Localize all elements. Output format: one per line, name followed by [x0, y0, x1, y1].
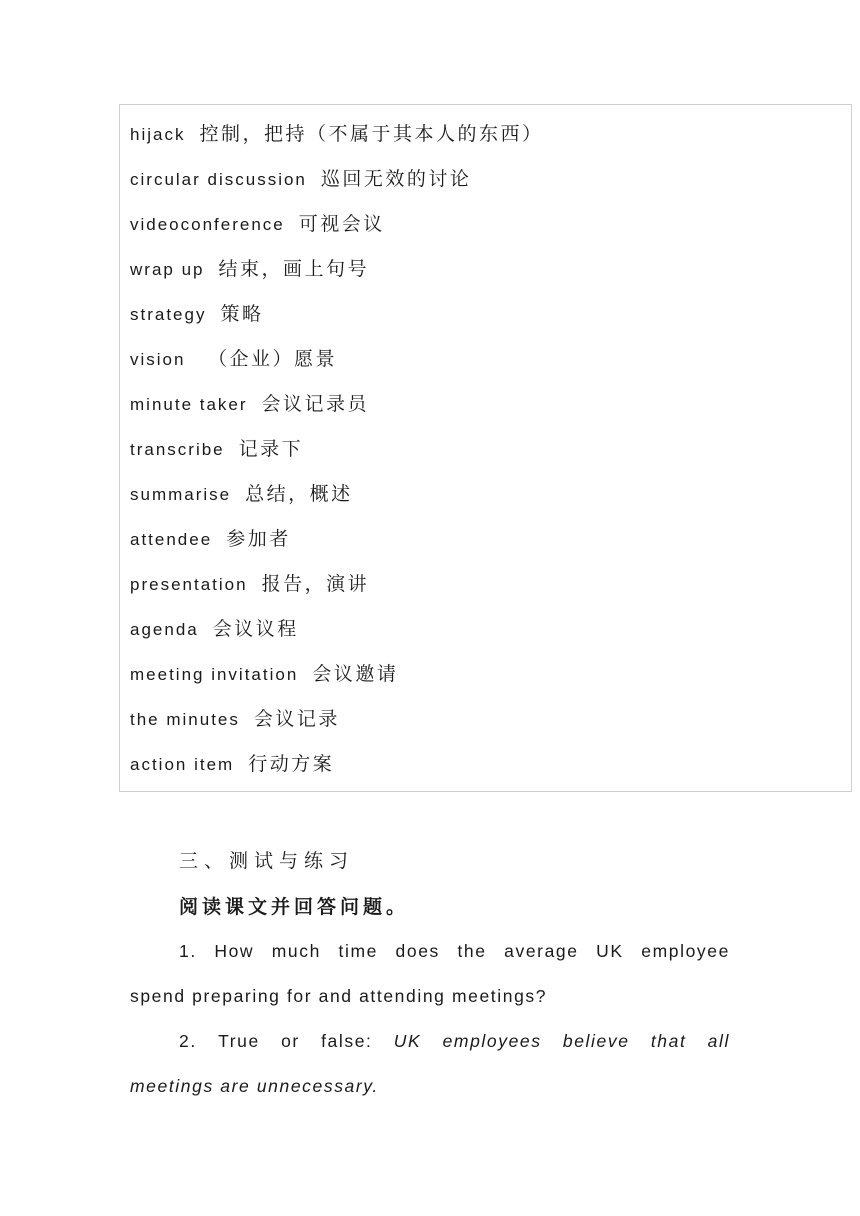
vocab-translation: 记录下 — [238, 438, 304, 460]
vocab-entry — [130, 652, 398, 697]
question-statement-word: that — [650, 1031, 687, 1051]
vocab-entry — [130, 382, 369, 427]
vocab-entry — [130, 292, 264, 337]
section-title: 三、测试与练习 — [179, 850, 355, 872]
vocab-translation: 结束，画上句号 — [218, 258, 369, 280]
vocab-term: circular discussion — [130, 170, 307, 189]
vocab-translation: 可视会议 — [298, 213, 385, 235]
question-word: or — [281, 1031, 300, 1051]
instruction-heading: 阅读课文并回答问题。 — [179, 896, 410, 918]
vocab-entry — [130, 157, 471, 202]
question-word: does — [395, 941, 440, 961]
question-1-line-2: spend preparing for and attending meetings? — [130, 986, 548, 1006]
vocab-translation: 会议记录员 — [261, 393, 370, 415]
vocab-entry — [130, 472, 353, 517]
vocab-term: minute taker — [130, 395, 248, 414]
question-word: time — [338, 941, 378, 961]
vocab-entry — [130, 112, 543, 157]
vocab-entry — [130, 202, 385, 247]
vocab-entry — [130, 427, 303, 472]
vocab-translation: 总结，概述 — [245, 483, 353, 505]
vocab-term: attendee — [130, 530, 213, 549]
vocab-entry — [130, 697, 340, 742]
vocab-term: videoconference — [130, 215, 285, 234]
question-2-line-1 — [179, 1026, 730, 1056]
vocab-term: transcribe — [130, 440, 225, 459]
question-word: True — [218, 1031, 260, 1051]
vocab-term: action item — [130, 755, 235, 774]
vocab-translation: 策略 — [220, 303, 264, 325]
question-statement-word: believe — [562, 1031, 630, 1051]
question-statement-word: all — [707, 1031, 730, 1051]
question-word: 2. — [179, 1031, 197, 1051]
question-word: 1. — [179, 941, 197, 961]
question-statement-word: UK — [393, 1031, 422, 1051]
vocab-translation: （企业）愿景 — [199, 348, 338, 370]
vocab-term: the minutes — [130, 710, 240, 729]
vocab-term: vision — [130, 350, 186, 369]
question-word: false: — [321, 1031, 373, 1051]
question-word: How — [214, 941, 255, 961]
vocab-translation: 会议议程 — [212, 618, 299, 640]
vocab-entry — [130, 517, 291, 562]
vocab-entry — [130, 337, 337, 382]
vocab-entry — [130, 562, 369, 607]
vocab-term: meeting invitation — [130, 665, 299, 684]
vocab-translation: 控制，把持（不属于其本人的东西） — [199, 123, 544, 145]
vocab-entry — [130, 742, 334, 787]
question-word: UK — [596, 941, 624, 961]
vocab-term: strategy — [130, 305, 207, 324]
question-1-line-1 — [179, 936, 730, 966]
question-word: the — [457, 941, 487, 961]
vocab-translation: 报告，演讲 — [261, 573, 370, 595]
question-word: average — [504, 941, 579, 961]
question-statement-word: employees — [442, 1031, 542, 1051]
vocab-term: agenda — [130, 620, 199, 639]
vocab-translation: 行动方案 — [248, 753, 335, 775]
vocab-translation: 巡回无效的讨论 — [320, 168, 472, 190]
vocab-term: wrap up — [130, 260, 205, 279]
vocab-translation: 会议邀请 — [312, 663, 399, 685]
question-2-line-2: meetings are unnecessary. — [130, 1076, 379, 1096]
vocab-term: hijack — [130, 125, 186, 144]
question-word: employee — [641, 941, 730, 961]
vocab-entry — [130, 607, 299, 652]
question-word: much — [271, 941, 321, 961]
vocab-entry — [130, 247, 369, 292]
vocabulary-table — [119, 104, 852, 792]
vocab-translation: 参加者 — [226, 528, 291, 550]
vocab-translation: 会议记录 — [253, 708, 340, 730]
vocab-term: summarise — [130, 485, 232, 504]
vocab-term: presentation — [130, 575, 248, 594]
